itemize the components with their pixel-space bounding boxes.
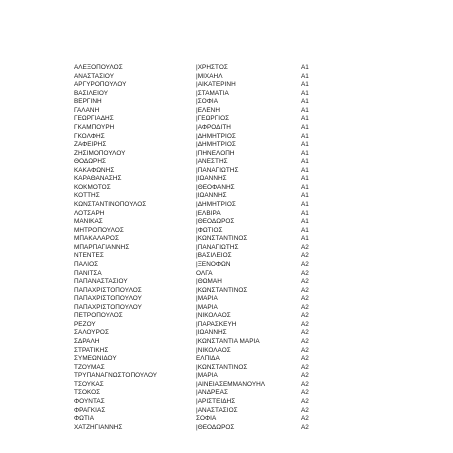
surname-cell: ΜΠΑΚΑΛΑΡΟΣ <box>74 235 119 243</box>
roster-row <box>74 312 394 321</box>
group-cell: Α1 <box>301 201 309 208</box>
firstname-cell: |ΙΩΑΝΝΗΣ <box>196 175 227 183</box>
roster-row <box>74 107 394 116</box>
firstname-cell: |ΦΩΤΙΟΣ <box>196 226 223 234</box>
roster-row <box>74 201 394 210</box>
surname-cell: ΤΣΟΚΟΣ <box>74 389 101 397</box>
firstname-cell: ΕΛΠΙΔΑ <box>196 355 220 363</box>
roster-row <box>74 64 394 73</box>
firstname-cell: |ΠΑΝΑΓΙΩΤΗΣ <box>196 243 239 251</box>
surname-cell: ΘΟΔΩΡΗΣ <box>74 158 107 166</box>
roster-row <box>74 150 394 159</box>
group-cell: Α2 <box>301 312 309 320</box>
group-cell: Α1 <box>301 115 309 123</box>
surname-cell: ΜΠΑΡΠΑΓΙΑΝΝΗΣ <box>74 243 130 251</box>
roster-row <box>74 252 394 261</box>
firstname-cell: |ΔΗΜΗΤΡΙΟΣ <box>196 201 236 208</box>
surname-cell: ΤΖΟΥΜΑΣ <box>74 363 105 371</box>
surname-cell: ΣΑΛΟΥΡΟΣ <box>74 329 109 337</box>
roster-row <box>74 184 394 193</box>
surname-cell: ΚΩΝΣΤΑΝΤΙΝΟΠΟΥΛΟΣ <box>74 201 147 208</box>
surname-cell: ΑΡΓΥΡΟΠΟΥΛΟΥ <box>74 81 127 89</box>
firstname-cell: |ΜΑΡΙΑ <box>196 295 218 303</box>
group-cell: Α2 <box>301 372 309 380</box>
roster-row <box>74 338 394 347</box>
surname-cell: ΧΑΤΖΗΓΙΑΝΝΗΣ <box>74 423 123 431</box>
roster-row <box>74 347 394 356</box>
group-cell: Α1 <box>301 64 309 71</box>
surname-cell: ΚΟΚΜΟΤΟΣ <box>74 183 111 191</box>
firstname-cell: |ΞΕΝΟΦΩΝ <box>196 260 231 268</box>
firstname-cell: |ΔΗΜΗΤΡΙΟΣ <box>196 132 236 140</box>
group-cell: Α1 <box>301 106 309 114</box>
roster-row <box>74 287 394 296</box>
group-cell: Α1 <box>301 218 309 226</box>
group-cell: Α2 <box>301 406 309 414</box>
surname-cell: ΤΣΟΥΚΑΣ <box>74 380 104 388</box>
surname-cell: ΦΡΑΓΚΙΑΣ <box>74 406 106 414</box>
surname-cell: ΚΑΚΑΦΩΝΗΣ <box>74 166 115 174</box>
firstname-cell: |ΑΝΔΡΕΑΣ <box>196 389 228 397</box>
student-roster <box>74 64 394 432</box>
roster-row <box>74 227 394 236</box>
roster-row <box>74 381 394 390</box>
surname-cell: ΒΑΣΙΛΕΙΟΥ <box>74 89 109 97</box>
group-cell: Α1 <box>301 235 309 243</box>
firstname-cell: |ΔΗΜΗΤΡΙΟΣ <box>196 141 236 149</box>
group-cell: Α2 <box>301 380 309 388</box>
roster-row <box>74 407 394 416</box>
group-cell: Α2 <box>301 355 309 363</box>
roster-row <box>74 278 394 287</box>
firstname-cell: |ΑΝΕΣΤΗΣ <box>196 158 228 166</box>
firstname-cell: |ΘΕΟΔΩΡΟΣ <box>196 218 235 226</box>
roster-row <box>74 235 394 244</box>
firstname-cell: |ΝΙΚΟΛΑΟΣ <box>196 346 231 354</box>
firstname-cell: |ΠΗΝΕΛΟΠΗ <box>196 149 235 157</box>
firstname-cell: |ΠΑΝΑΓΙΩΤΗΣ <box>196 166 239 174</box>
firstname-cell: |ΣΤΑΜΑΤΙΑ <box>196 89 229 97</box>
surname-cell: ΜΑΝΙΚΑΣ <box>74 218 103 226</box>
group-cell: Α1 <box>301 158 309 166</box>
surname-cell: ΑΛΕΞΟΠΟΥΛΟΣ <box>74 64 123 71</box>
surname-cell: ΓΕΩΡΓΙΑΔΗΣ <box>74 115 114 123</box>
roster-row <box>74 415 394 424</box>
surname-cell: ΠΑΠΑΝΑΣΤΑΣΙΟΥ <box>74 278 128 286</box>
surname-cell: ΚΑΡΑΘΑΝΑΣΗΣ <box>74 175 122 183</box>
surname-cell: ΠΑΠΑΧΡΙΣΤΟΠΟΥΛΟΥ <box>74 295 142 303</box>
surname-cell: ΓΑΛΑΝΗ <box>74 106 100 114</box>
surname-cell: ΦΟΥΝΤΑΣ <box>74 397 105 405</box>
group-cell: Α1 <box>301 123 309 131</box>
surname-cell: ΠΕΤΡΟΠΟΥΛΟΣ <box>74 312 123 320</box>
firstname-cell: |ΑΝΑΣΤΑΣΙΟΣ <box>196 406 238 414</box>
surname-cell: ΠΑΝΙΤΣΑ <box>74 269 102 277</box>
roster-row <box>74 90 394 99</box>
group-cell: Α2 <box>301 338 309 345</box>
firstname-cell: |ΙΩΑΝΝΗΣ <box>196 192 227 200</box>
group-cell: Α2 <box>301 397 309 405</box>
roster-row <box>74 133 394 142</box>
firstname-cell: |ΚΩΝΣΤΑΝΤΙΝΟΣ <box>196 235 248 243</box>
group-cell: Α2 <box>301 269 309 277</box>
firstname-cell: |ΑΙΚΑΤΕΡΙΝΗ <box>196 81 236 89</box>
roster-row <box>74 210 394 219</box>
firstname-cell: |ΘΕΟΔΩΡΟΣ <box>196 423 235 431</box>
group-cell: Α2 <box>301 295 309 303</box>
group-cell: Α2 <box>301 423 309 431</box>
surname-cell: ΣΤΡΑΤΙΚΗΣ <box>74 346 109 354</box>
surname-cell: ΖΑΦΕΙΡΗΣ <box>74 141 107 149</box>
firstname-cell: |ΑΙΝΕΙΑΣΕΜΜΑΝΟΥΗΛ <box>196 380 266 388</box>
roster-row <box>74 98 394 107</box>
surname-cell: ΓΚΑΜΠΟΥΡΗ <box>74 123 115 131</box>
firstname-cell: |ΕΛΕΝΗ <box>196 106 220 114</box>
firstname-cell: |ΜΑΡΙΑ <box>196 372 218 380</box>
surname-cell: ΚΟΤΤΗΣ <box>74 192 100 200</box>
firstname-cell: |ΘΕΟΦΑΝΗΣ <box>196 183 235 191</box>
firstname-cell: |ΓΕΩΡΓΙΟΣ <box>196 115 230 123</box>
firstname-cell: |ΜΙΧΑΗΛ <box>196 72 223 80</box>
roster-row <box>74 364 394 373</box>
surname-cell: ΠΑΠΑΧΡΙΣΤΟΠΟΥΛΟΥ <box>74 303 142 311</box>
firstname-cell: ΟΛΓΑ <box>196 269 213 277</box>
firstname-cell: |ΚΩΝΣΤΑΝΤΙΝΟΣ <box>196 363 248 371</box>
roster-row <box>74 175 394 184</box>
surname-cell: ΒΕΡΓΙΝΗ <box>74 98 102 106</box>
firstname-cell: |ΙΩΑΝΝΗΣ <box>196 329 227 337</box>
group-cell: Α1 <box>301 209 309 217</box>
roster-row <box>74 304 394 313</box>
group-cell: Α2 <box>301 415 309 423</box>
firstname-cell: |ΚΩΝΣΤΑΝΤΙΝΟΣ <box>196 286 248 294</box>
surname-cell: ΓΚΟΛΦΗΣ <box>74 132 105 140</box>
group-cell: Α1 <box>301 226 309 234</box>
group-cell: Α2 <box>301 363 309 371</box>
surname-cell: ΣΥΜΕΩΝΙΔΟΥ <box>74 355 117 363</box>
firstname-cell: |ΑΦΡΟΔΙΤΗ <box>196 123 231 131</box>
firstname-cell: |ΣΟΦΙΑ <box>196 98 219 106</box>
surname-cell: ΣΔΡΑΛΗ <box>74 338 100 345</box>
group-cell: Α2 <box>301 389 309 397</box>
group-cell: Α1 <box>301 192 309 200</box>
roster-row <box>74 389 394 398</box>
roster-row <box>74 141 394 150</box>
surname-cell: ΜΗΤΡΟΠΟΥΛΟΣ <box>74 226 124 234</box>
firstname-cell: |ΝΙΚΟΛΑΟΣ <box>196 312 231 320</box>
group-cell: Α1 <box>301 89 309 97</box>
roster-row <box>74 81 394 90</box>
firstname-cell: |ΒΑΣΙΛΕΙΟΣ <box>196 252 232 260</box>
group-cell: Α1 <box>301 81 309 89</box>
group-cell: Α2 <box>301 303 309 311</box>
roster-row <box>74 424 394 433</box>
group-cell: Α1 <box>301 175 309 183</box>
surname-cell: ΤΡΥΠΑΝΑΓΝΩΣΤΟΠΟΥΛΟΥ <box>74 372 158 380</box>
group-cell: Α1 <box>301 132 309 140</box>
surname-cell: ΦΩΤΙΑ <box>74 415 95 423</box>
roster-row <box>74 398 394 407</box>
roster-row <box>74 270 394 279</box>
group-cell: Α2 <box>301 260 309 268</box>
firstname-cell: |ΘΩΜΑΗ <box>196 278 222 286</box>
surname-cell: ΡΕΖΟΥ <box>74 320 96 328</box>
group-cell: Α2 <box>301 252 309 260</box>
firstname-cell: |ΑΡΙΣΤΕΙΔΗΣ <box>196 397 236 405</box>
firstname-cell: |ΚΩΝΣΤΑΝΤΙΑ ΜΑΡΙΑ <box>196 338 260 345</box>
group-cell: Α2 <box>301 346 309 354</box>
roster-row <box>74 321 394 330</box>
surname-cell: ΖΗΣΙΜΟΠΟΥΛΟΥ <box>74 149 126 157</box>
roster-row <box>74 244 394 253</box>
roster-row <box>74 261 394 270</box>
group-cell: Α1 <box>301 72 309 80</box>
surname-cell: ΠΑΠΑΧΡΙΣΤΟΠΟΥΛΟΣ <box>74 286 142 294</box>
roster-row <box>74 295 394 304</box>
surname-cell: ΠΑΛΙΟΣ <box>74 260 99 268</box>
roster-row <box>74 124 394 133</box>
firstname-cell: |ΠΑΡΑΣΚΕΥΗ <box>196 320 237 328</box>
surname-cell: ΑΝΑΣΤΑΣΙΟΥ <box>74 72 115 80</box>
roster-row <box>74 158 394 167</box>
group-cell: Α1 <box>301 183 309 191</box>
firstname-cell: |ΕΛΒΙΡΑ <box>196 209 221 217</box>
group-cell: Α1 <box>301 166 309 174</box>
group-cell: Α2 <box>301 278 309 286</box>
group-cell: Α2 <box>301 286 309 294</box>
roster-row <box>74 372 394 381</box>
roster-row <box>74 192 394 201</box>
firstname-cell: |ΧΡΗΣΤΟΣ <box>196 64 228 71</box>
roster-row <box>74 73 394 82</box>
roster-row <box>74 167 394 176</box>
roster-row <box>74 218 394 227</box>
surname-cell: ΝΤΕΝΤΕΣ <box>74 252 104 260</box>
group-cell: Α2 <box>301 329 309 337</box>
group-cell: Α1 <box>301 141 309 149</box>
group-cell: Α1 <box>301 98 309 106</box>
surname-cell: ΛΟΤΣΑΡΗ <box>74 209 105 217</box>
roster-row <box>74 355 394 364</box>
group-cell: Α2 <box>301 320 309 328</box>
roster-row <box>74 115 394 124</box>
firstname-cell: ΣΟΦΙΑ <box>196 415 217 423</box>
group-cell: Α2 <box>301 243 309 251</box>
group-cell: Α1 <box>301 149 309 157</box>
firstname-cell: |ΜΑΡΙΑ <box>196 303 218 311</box>
roster-row <box>74 329 394 338</box>
